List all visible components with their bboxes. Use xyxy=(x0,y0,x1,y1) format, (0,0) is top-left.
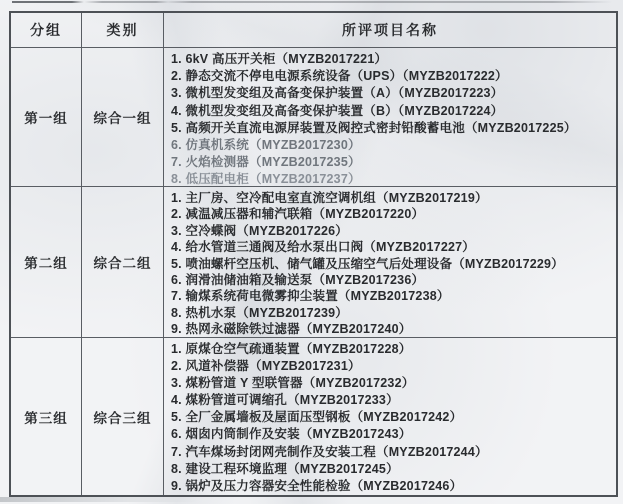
group2-name: 第二组 xyxy=(24,256,68,271)
group1-name: 第一组 xyxy=(24,111,68,126)
cutoff-line-above-table xyxy=(12,1,612,3)
project-item: 1. 主厂房、空冷配电室直流空调机组（MYZB2017219） xyxy=(171,191,488,205)
project-item: 2. 静态交流不停电电源系统设备（UPS）（MYZB2017222） xyxy=(171,69,508,84)
project-item: 6. 仿真机系统（MYZB2017230） xyxy=(171,138,361,153)
project-item: 8. 低压配电柜（MYZB2017237） xyxy=(171,172,361,187)
group3-projects-cell xyxy=(163,338,616,495)
project-item: 4. 煤粉管道可调缩孔（MYZB2017233） xyxy=(171,393,399,408)
project-item: 6. 润滑油储油箱及输送泵（MYZB2017236） xyxy=(171,273,425,288)
project-item: 7. 汽车煤场封闭网壳制作及安装工程（MYZB2017244） xyxy=(171,444,488,459)
project-item: 2. 风道补偿器（MYZB2017231） xyxy=(171,359,361,374)
group2-category-cell xyxy=(81,187,163,337)
group1-category-cell xyxy=(81,48,163,186)
header-cell-category xyxy=(81,13,163,47)
group1-projects-cell xyxy=(163,48,616,186)
group3-name-cell xyxy=(11,338,81,495)
project-item: 5. 喷油螺杆空压机、储气罐及压缩空气后处理设备（MYZB2017229） xyxy=(171,256,564,271)
project-item: 5. 高频开关直流电源屏装置及阀控式密封铅酸蓄电池（MYZB2017225） xyxy=(171,120,577,135)
table-row-group1 xyxy=(11,47,616,186)
project-item: 2. 减温减压器和辅汽联箱（MYZB2017220） xyxy=(171,207,425,222)
group3-category: 综合三组 xyxy=(93,410,152,426)
table-row-group3 xyxy=(11,337,616,495)
header-label-group: 分组 xyxy=(30,22,62,38)
project-item: 3. 微机型发变组及高备变保护装置（A）（MYZB2017223） xyxy=(171,86,504,101)
project-item: 8. 热机水泵（MYZB2017239） xyxy=(171,305,348,320)
project-item: 4. 微机型发变组及高备变保护装置（B）（MYZB2017224） xyxy=(171,103,504,118)
table-row-group2 xyxy=(11,186,616,337)
header-label-projects: 所评项目名称 xyxy=(342,22,438,38)
project-item: 6. 烟囱内筒制作及安装（MYZB2017243） xyxy=(171,427,412,442)
project-item: 5. 全厂金属墙板及屋面压型钢板（MYZB2017242） xyxy=(171,410,463,425)
group3-category-cell xyxy=(81,338,163,495)
scan-smudge xyxy=(0,497,200,502)
project-item: 1. 原煤仓空气疏通装置（MYZB2017228） xyxy=(171,342,412,356)
header-label-category: 类别 xyxy=(106,22,139,38)
project-item: 3. 煤粉管道 Y 型联管器（MYZB2017232） xyxy=(171,376,415,391)
group1-name-cell xyxy=(11,48,81,186)
project-item: 3. 空冷蝶阀（MYZB2017226） xyxy=(171,223,348,238)
group2-name-cell xyxy=(11,187,81,337)
table-header-row xyxy=(11,13,616,47)
group2-category: 综合二组 xyxy=(93,256,152,271)
project-item: 9. 锅炉及压力容器安全性能检验（MYZB2017246） xyxy=(171,478,463,493)
project-item: 4. 给水管道三通阀及给水泵出口阀（MYZB2017227） xyxy=(171,240,475,255)
header-cell-group xyxy=(11,13,81,47)
header-cell-projects xyxy=(163,13,616,47)
group2-projects-cell xyxy=(163,187,616,337)
group1-category: 综合一组 xyxy=(93,111,152,126)
project-item: 8. 建设工程环境监理（MYZB2017245） xyxy=(171,461,399,476)
project-item: 1. 6kV 高压开关柜（MYZB2017221） xyxy=(171,52,388,66)
project-item: 9. 热网永磁除铁过滤器（MYZB2017240） xyxy=(171,322,412,337)
project-item: 7. 输煤系统荷电微雾抑尘装置（MYZB2017238） xyxy=(171,289,450,304)
evaluated-projects-table xyxy=(9,11,618,497)
group3-name: 第三组 xyxy=(24,410,68,426)
project-item: 7. 火焰检测器（MYZB2017235） xyxy=(171,155,361,170)
